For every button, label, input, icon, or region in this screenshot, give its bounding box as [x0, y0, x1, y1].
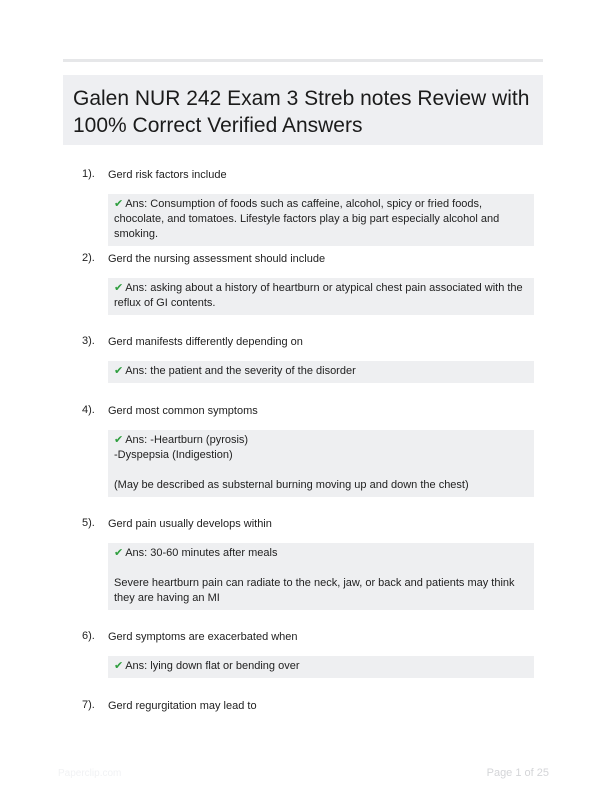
question-number: 7). [82, 699, 95, 711]
answer-text: Ans: 30-60 minutes after meals [125, 547, 278, 559]
question-number: 4). [82, 404, 95, 416]
answer-text: Ans: -Heartburn (pyrosis) [125, 434, 249, 446]
answer-box [108, 194, 534, 246]
check-icon: ✔ [114, 434, 124, 446]
question-number: 5). [82, 517, 95, 529]
question-text: Gerd manifests differently depending on [108, 336, 303, 348]
question-text: Gerd symptoms are exacerbated when [108, 631, 298, 643]
answer-text: Ans: Consumption of foods such as caffeine, alcohol, spicy or fried foods, chocolate, and tomatoes. Lifestyle factors play a big part especially alcohol and smoking. [114, 198, 500, 240]
question-number: 2). [82, 252, 95, 264]
check-icon: ✔ [114, 282, 124, 294]
answer-text: Ans: asking about a history of heartburn or atypical chest pain associated with the reflux of GI contents. [114, 282, 523, 309]
answer-text: Ans: the patient and the severity of the disorder [125, 365, 356, 377]
page-title: Galen NUR 242 Exam 3 Streb notes Review with 100% Correct Verified Answers [73, 87, 530, 137]
footer-watermark: Paperclip.com [58, 768, 122, 779]
question-text: Gerd the nursing assessment should include [108, 253, 326, 265]
check-icon: ✔ [114, 365, 124, 377]
question-text: Gerd pain usually develops within [108, 518, 272, 530]
page-number: Page 1 of 25 [486, 767, 549, 779]
question-number: 1). [82, 168, 95, 180]
question-number: 6). [82, 630, 95, 642]
answer-box [108, 361, 534, 383]
check-icon: ✔ [114, 660, 124, 672]
answer-box [108, 543, 534, 610]
question-text: Gerd regurgitation may lead to [108, 700, 257, 712]
answer-box [108, 430, 534, 497]
top-divider [63, 59, 543, 62]
question-number: 3). [82, 335, 95, 347]
answer-text: -Dyspepsia (Indigestion) [114, 449, 233, 461]
answer-text: Ans: lying down flat or bending over [125, 660, 300, 672]
question-text: Gerd most common symptoms [108, 405, 258, 417]
answer-note: Severe heartburn pain can radiate to the neck, jaw, or back and patients may think they are having an MI [114, 577, 515, 604]
answer-box [108, 656, 534, 678]
title-box [63, 75, 543, 145]
answer-note: (May be described as substernal burning moving up and down the chest) [114, 479, 469, 491]
answer-box [108, 278, 534, 315]
question-text: Gerd risk factors include [108, 169, 227, 181]
check-icon: ✔ [114, 198, 124, 210]
check-icon: ✔ [114, 547, 124, 559]
